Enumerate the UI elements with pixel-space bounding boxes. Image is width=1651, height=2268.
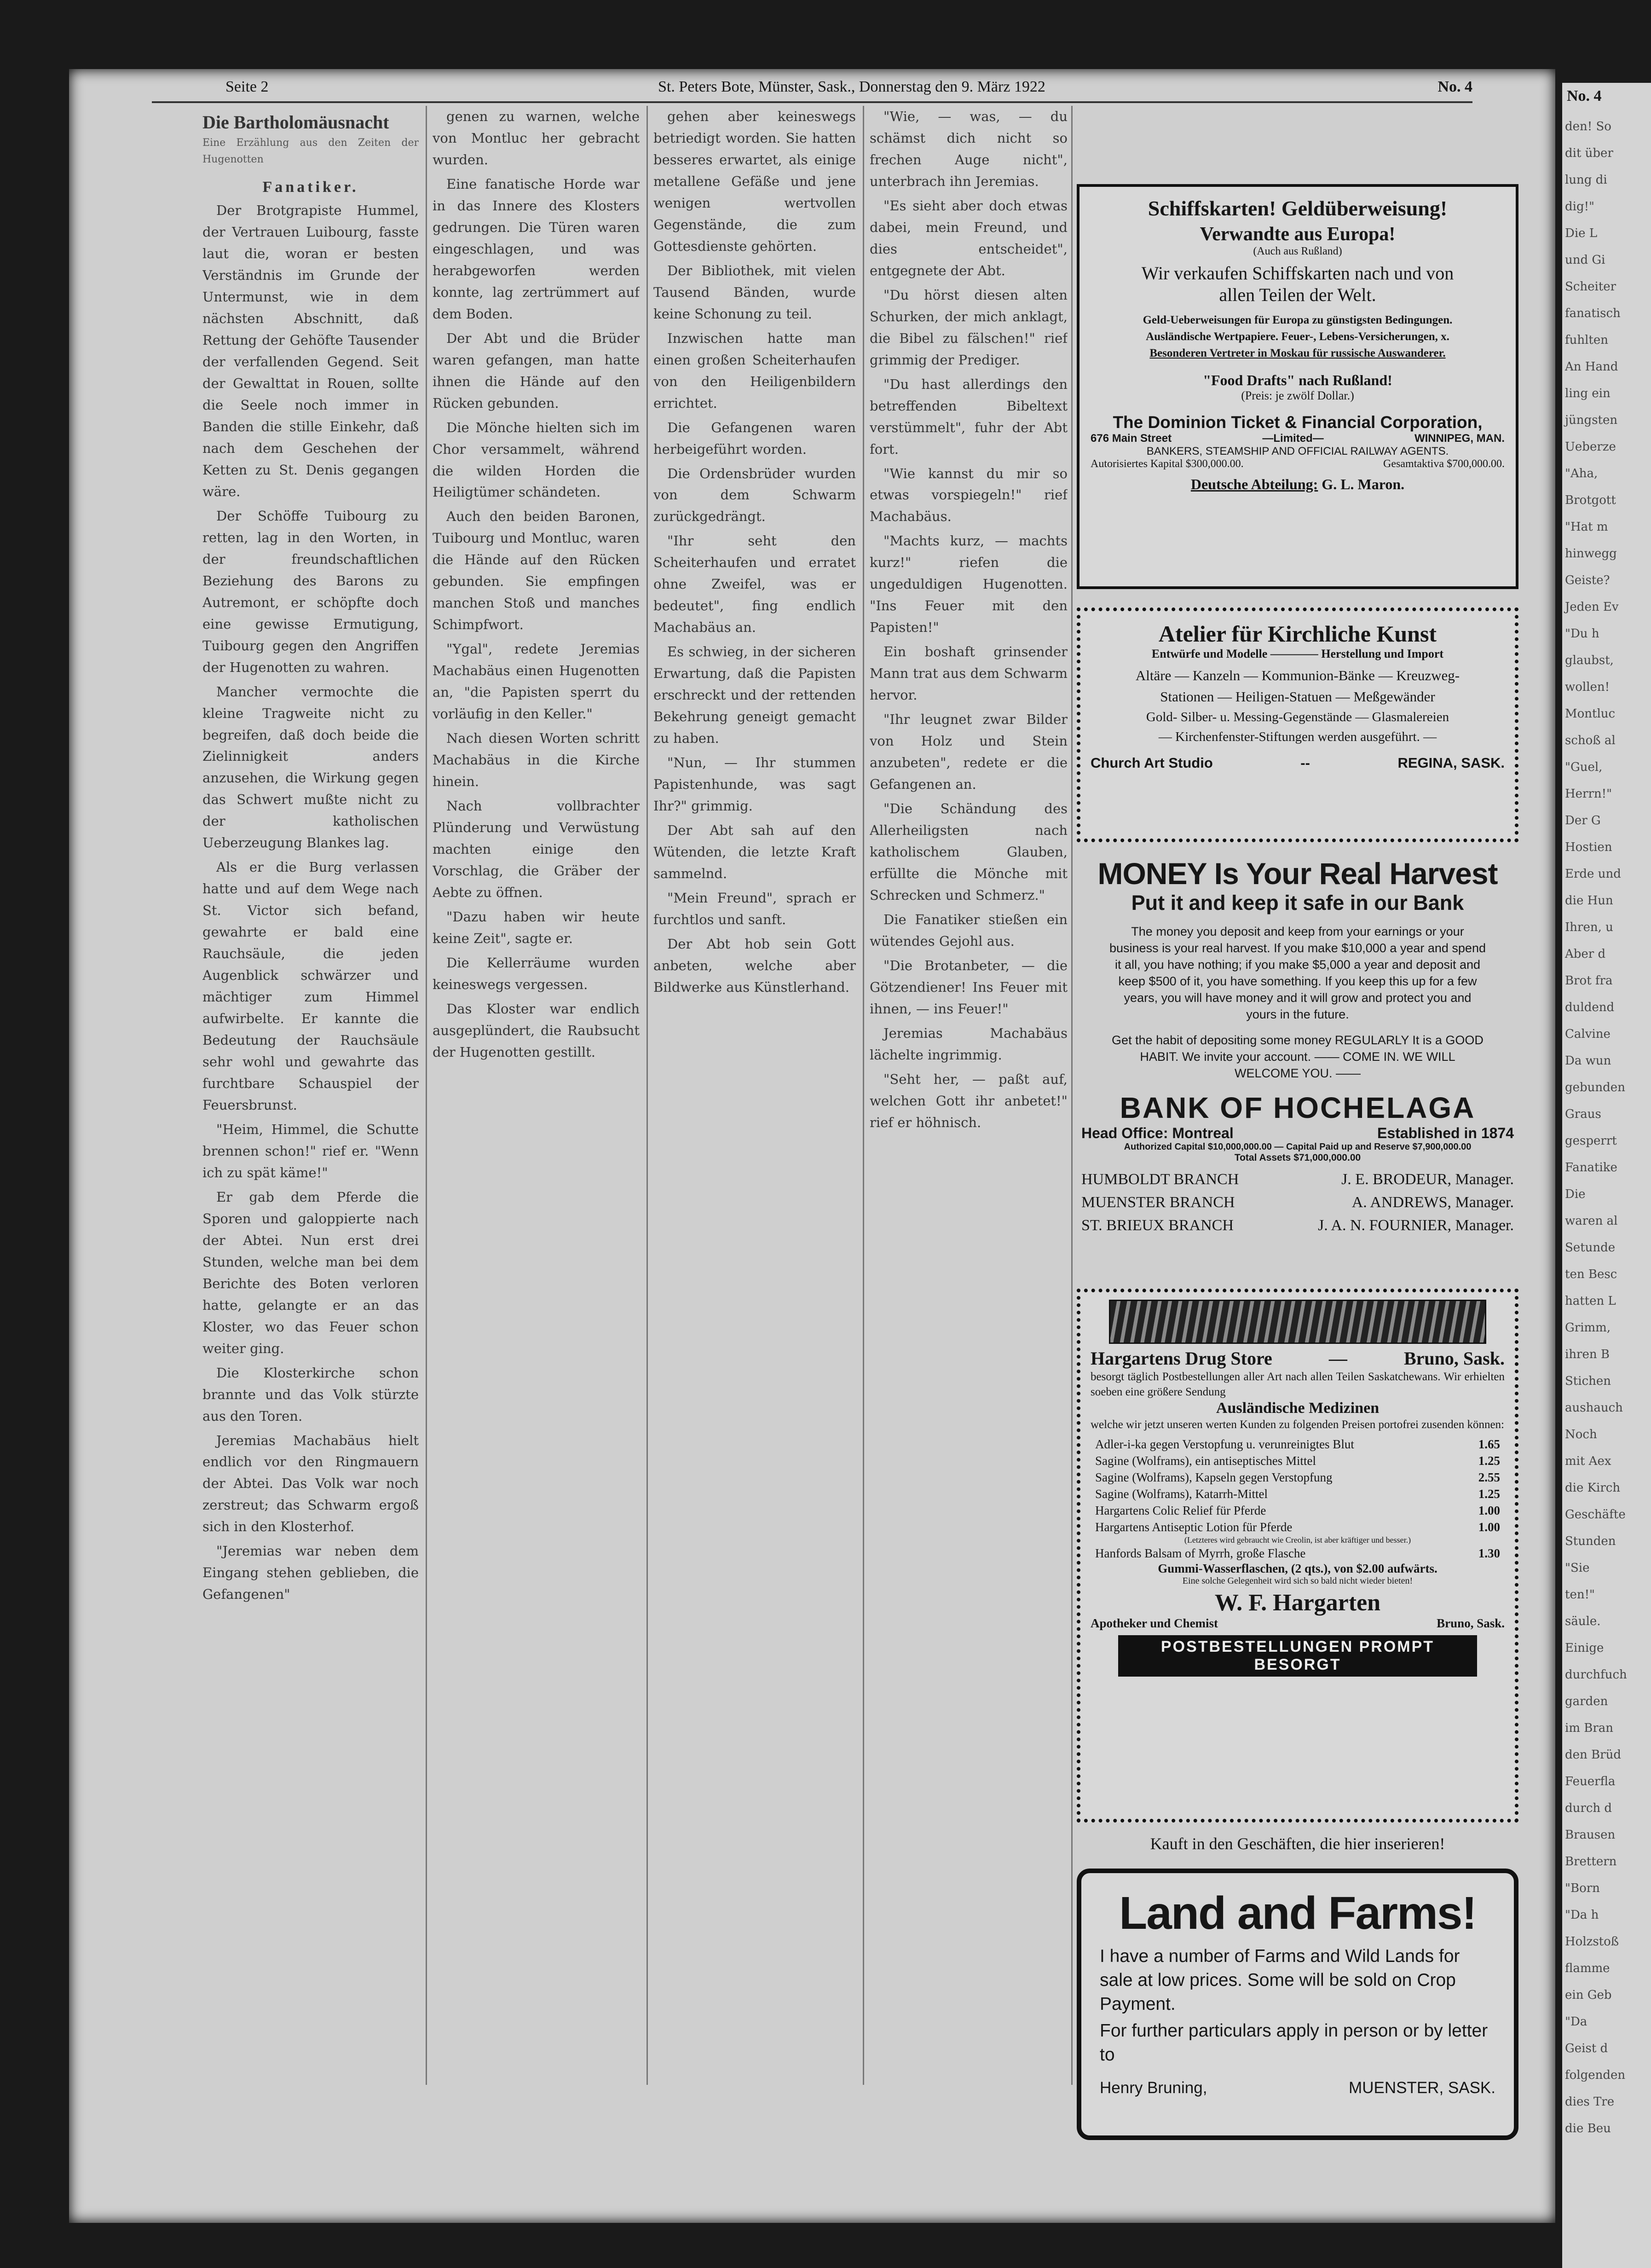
paragraph: Auch den beiden Baronen, Tuibourg und Montluc, waren die Hände auf den Rücken gebunden. Sie empfingen manchen Stoß und manches Schimpfwort. [433,509,640,633]
paragraph: Inzwischen hatte man einen großen Scheiterhaufen von den Heiligenbildern errichtet. [653,330,856,411]
drug-store-place: Bruno, Sask. [1404,1348,1505,1369]
next-page-fragment: Ueberze [1565,440,1616,454]
next-page-fragment: Erde und [1565,867,1621,881]
paragraph: Die Ordensbrüder wurden von dem Schwarm zurückgedrängt. [653,465,856,525]
drug-owner: W. F. Hargarten [1214,1590,1381,1616]
drug-section: Ausländische Medizinen [1216,1400,1380,1417]
paragraph: Der Abt hob sein Gott anbeten, welche aber Bildwerke aus Künstlerhand. [653,936,856,995]
paragraph: "Die Schändung des Allerheiligsten nach katholischem Glauben, erfüllte die Mönche mit Schrecken und Schmerz." [870,801,1068,903]
next-page-fragment: Hostien [1565,840,1612,854]
next-page-fragment: Calvine [1565,1027,1611,1041]
next-page-fragment: Die [1565,1187,1586,1201]
next-page-fragment: Noch [1565,1428,1597,1441]
branch-name: ST. BRIEUX BRANCH [1081,1217,1234,1234]
paragraph: Der Abt und die Brüder waren gefangen, man hatte ihnen die Hände auf den Rücken gebunden. [433,330,640,411]
ad-line: Besonderen Vertreter in Moskau für russische Auswanderer. [1149,347,1446,359]
paragraph: "Ihr leugnet zwar Bilder von Holz und Stein anzubeten", redete er die Gefangenen an. [870,712,1068,793]
ad-food-price: (Preis: je zwölf Dollar.) [1241,389,1354,402]
next-page-fragment: die Kirch [1565,1481,1621,1495]
ad-contact-row [1100,2079,1495,2097]
next-page-fragment: Grimm, [1565,1321,1611,1335]
paragraph: Die Gefangenen waren herbeigeführt worden. [653,419,856,457]
next-page-fragment: im Bran [1565,1721,1614,1735]
paragraph: Der Schöffe Tuibourg zu retten, lag in den Worten, in der freundschaftlichen Beziehung des Barons zu Autremont, er schöpfte doch eine gewisse Ermutigung, Tuibourg gegen den Angriffen der Hugenotten zu wahren. [202,508,419,675]
price-row [1095,1436,1500,1452]
paragraph: Die Fanatiker stießen ein wütendes Gejohl aus. [870,911,1068,949]
ad-studio-row [1091,755,1505,771]
next-page-fragment: lung di [1565,173,1607,187]
next-page-fragment: den Brüd [1565,1748,1621,1762]
paragraph: Der Brotgrapiste Hummel, der Vertrauen Luibourg, fasste laut die, woran er besten Verständnis im Grunde der Untermunst, wie in dem nächsten Abschnitt, daß Rettung der Gehöfte Tausender der verfallenden Gegend. Seit der Gewalttat in Rouen, sollte die Seele noch immer in Banden die stille Einkehr, daß nach dem Geschehen der Ketten zu St. Denis gegangen wäre. [202,202,419,499]
paragraph: "Wie kannst du mir so etwas vorspiegeln!" rief Machabäus. [870,465,1068,525]
section-heading: Fanatiker. [262,179,359,196]
ad-paragraph: The money you deposit and keep from your earnings or your business is your real harvest. If you make $10,000 a year and spend it all, you have nothing; if you make $5,000 a year and deposit and keep $500 of it, you have something. If you keep this up for a few years, you will have money and it will grow and protect you and yours in the future. [1109,925,1486,1021]
ad-city: WINNIPEG, MAN. [1414,432,1505,445]
next-page-fragment: Stunden [1565,1534,1616,1548]
paragraph: Die Mönche hielten sich im Chor versammelt, während die wilden Horden die Heiligtümer schändeten. [433,419,640,500]
item-name: Adler-i-ka gegen Verstopfung u. verunreinigtes Blut [1095,1437,1354,1451]
branch-name: HUMBOLDT BRANCH [1081,1171,1239,1188]
paragraph: "Ihr seht den Scheiterhaufen und erratet ohne Zweifel, was er bedeutet", fing endlich Machabäus an. [653,533,856,636]
next-page-fragment: Feuerfla [1565,1775,1616,1788]
next-page-fragment: Ihren, u [1565,920,1613,934]
ad-headline: Land and Farms! [1119,1887,1476,1939]
next-page-fragment: die Hun [1565,894,1613,908]
next-page-fragment: säule. [1565,1614,1601,1628]
branch-row [1081,1191,1514,1214]
paragraph: Nach vollbrachter Plünderung und Verwüstung machten einige den Vorschlag, die Gräber der Aebte zu öffnen. [433,798,640,900]
ad-subheadline: Verwandte aus Europa! [1200,224,1396,245]
paragraph: "Dazu haben wir heute keine Zeit", sagte er. [433,908,640,946]
ad-paragraph: Get the habit of depositing some money REGULARLY It is a GOOD HABIT. We invite your account. —— COME IN. WE WILL WELCOME YOU. —— [1112,1033,1484,1080]
ad-dash: -- [1300,755,1310,771]
ad-line: Stationen — Heiligen-Statuen — Meßgewänder [1160,688,1435,705]
ad-address-row [1091,432,1505,445]
price-row [1095,1469,1500,1486]
paragraph: Der Abt sah auf den Wütenden, die letzte Kraft sammelnd. [653,822,856,881]
ad-line: Altäre — Kanzeln — Kommunion-Bänke — Kreuzweg- [1135,667,1460,683]
next-page-fragment: garden [1565,1695,1608,1708]
next-page-fragment: Herrn!" [1565,787,1612,801]
ad-kauft-slogan: Kauft in den Geschäften, die hier inserieren! [1150,1834,1445,1853]
item-price: 1.30 [1478,1546,1500,1560]
paragraph: "Ygal", redete Jeremias Machabäus einen Hugenotten an, "die Papisten sperrt du vorläufig in den Keller." [433,641,640,722]
drug-intro: besorgt täglich Postbestellungen aller Art nach allen Teilen Saskatchewans. Wir erhielten soeben eine größere Sendung [1091,1371,1505,1398]
next-page-fragment: Holzstoß [1565,1935,1619,1949]
next-page-fragment: Geiste? [1565,573,1610,587]
ad-address: 676 Main Street [1091,432,1172,445]
ad-text: Wir verkaufen Schiffskarten nach und von [1141,263,1454,284]
page-label: Seite 2 [225,78,269,95]
paragraph: Er gab dem Pferde die Sporen und galoppierte nach der Abtei. Nun erst drei Stunden, welche man bei dem Berichte des Boten verloren hatte, gelangte er an das Kloster, wo das Feuer schon weiter ging. [202,1189,419,1356]
paragraph: "Jeremias war neben dem Eingang stehen geblieben, die Gefangenen" [202,1543,419,1603]
item-price: 2.55 [1478,1470,1500,1484]
ad-text: allen Teilen der Welt. [1219,284,1376,305]
item-name: Sagine (Wolframs), Kapseln gegen Verstopfung [1095,1470,1333,1484]
next-page-fragment: ling ein [1565,387,1611,400]
paragraph: Das Kloster war endlich ausgeplündert, die Raubsucht der Hugenotten gestillt. [433,1001,640,1060]
issue-number: No. 4 [1437,78,1472,95]
bank-name: BANK OF HOCHELAGA [1120,1091,1476,1124]
ad-subheadline: Entwürfe und Modelle ———— Herstellung und Import [1151,647,1444,660]
paragraph: Als er die Burg verlassen hatte und auf dem Wege nach St. Victor sich befand, gewahrte er bald eine Rauchsäule, die jeden Augenblick schwärzer und mächtiger zum Himmel aufwirbelte. Er kannte die Bedeutung der Rauchsäule sehr wohl und gewahrte das furchtbare Schauspiel der Feuersbrunst. [202,859,419,1113]
next-page-fragment: dies Tre [1565,2095,1615,2109]
paragraph: "Es sieht aber doch etwas dabei, mein Freund, und dies entscheidet", entgegnete der Abt. [870,197,1068,278]
branch-manager: J. A. N. FOURNIER, Manager. [1318,1217,1514,1234]
paragraph: Der Bibliothek, mit vielen Tausend Bänden, wurde keine Schonung zu teil. [653,262,856,322]
next-page-fragment: duldend [1565,1001,1615,1014]
paragraph: Eine fanatische Horde war in das Innere des Klosters gedrungen. Die Türen waren eingeschlagen, und was herabgeworfen werden konnte, lag zertrümmert auf dem Boden. [433,176,640,322]
article-title: Die Bartholomäusnacht [202,112,389,133]
price-row [1095,1502,1500,1519]
paragraph: Die Kellerräume wurden keineswegs vergessen. [433,955,640,992]
next-page-fragment: Einige [1565,1641,1604,1655]
next-page-fragment: Brot fra [1565,974,1613,988]
next-page-fragment: "Da [1565,2015,1588,2029]
next-page-fragment: Der G [1565,814,1601,827]
bank-established: Established in 1874 [1377,1125,1514,1141]
next-page-fragment: durchfuch [1565,1668,1627,1682]
next-page-fragment: "Guel, [1565,760,1603,774]
ad-place: REGINA, SASK. [1397,755,1505,771]
next-page-fragment: dit über [1565,146,1613,160]
next-page-fragment: "Born [1565,1881,1600,1895]
ad-headline: Atelier für Kirchliche Kunst [1158,621,1437,647]
item-name: Hargartens Antiseptic Lotion für Pferde [1095,1520,1293,1534]
drug-owner-place: Bruno, Sask. [1437,1616,1505,1630]
next-page-fragment: Setunde [1565,1241,1616,1255]
column-3 [653,106,856,2108]
next-page-fragment: Brettern [1565,1855,1617,1869]
next-page-fragment: ten Besc [1565,1267,1617,1281]
ad-dept-name: G. L. Maron. [1322,476,1405,492]
next-page-fragment: Die L [1565,226,1598,240]
column-rule [863,106,864,2085]
ad-assets: Gesamtaktiva $700,000.00. [1383,458,1505,470]
next-page-fragment: fuhlten [1565,333,1609,347]
contact-name: Henry Bruning, [1100,2079,1207,2097]
next-page-edge [1562,83,1651,2268]
ad-paragraph: For further particulars apply in person or by letter to [1100,2021,1488,2065]
ad-dept-label: Deutsche Abteilung: [1190,476,1318,492]
price-row [1095,1519,1500,1535]
article-subtitle: Eine Erzählung aus den Zeiten der Hugenotten [202,137,419,165]
item-price: 1.65 [1478,1437,1500,1451]
paragraph: "Du hast allerdings den betreffenden Bibeltext verstümmelt", fuhr der Abt fort. [870,376,1068,457]
next-page-fragment: fanatisch [1565,307,1621,320]
next-page-fragment: und Gi [1565,253,1605,267]
drug-banner: POSTBESTELLUNGEN PROMPT BESORGT [1118,1635,1477,1677]
next-page-fragment: ten!" [1565,1588,1595,1602]
next-page-fragment: glaubst, [1565,654,1614,667]
column-rule [426,106,427,2085]
bank-capital: Authorized Capital $10,000,000.00 — Capital Paid up and Reserve $7,900,000.00 [1124,1142,1472,1152]
price-row [1095,1452,1500,1469]
next-page-fragment: Fanatike [1565,1161,1617,1174]
next-page-fragment: Stichen [1565,1374,1611,1388]
ad-line: Gold- Silber- u. Messing-Gegenstände — Glasmalereien [1146,710,1449,724]
next-page-fragment: mit Aex [1565,1454,1611,1468]
next-page-fragment: "Sie [1565,1561,1590,1575]
next-page-fragment: dig!" [1565,200,1595,214]
paragraph: Es schwieg, in der sicheren Erwartung, daß die Papisten erschreckt und der rettenden Bekehrung geneigt gemacht zu haben. [653,644,856,746]
next-page-fragment: ein Geb [1565,1988,1612,2002]
ad-capital: Autorisiertes Kapital $300,000.00. [1091,458,1244,470]
next-page-fragment: An Hand [1565,360,1618,374]
drug-owner-row [1091,1616,1505,1631]
next-page-fragment: Da wun [1565,1054,1611,1068]
next-page-fragment: Graus [1565,1107,1601,1121]
drug-price-list [1095,1436,1500,1586]
ad-line: Ausländische Wertpapiere. Feuer-, Lebens-Versicherungen, x. [1146,330,1449,343]
next-page-fragment: Geist d [1565,2042,1608,2055]
paragraph: Mancher vermochte die kleine Tragweite nicht zu begreifen, daß doch beide die Zielinnigkeit anders anzusehen, die Wirkung gegen das Schwert mußte nicht zu der katholischen Ueberzeugung Blankes lag. [202,683,419,851]
next-page-fragment: gesperrt [1565,1134,1617,1148]
next-page-fragment: Montluc [1565,707,1616,721]
next-page-fragment: "Hat m [1565,520,1608,534]
paragraph: "Mein Freund", sprach er furchtlos und sanft. [653,890,856,927]
next-page-fragment: jüngsten [1565,413,1618,427]
ad-company: The Dominion Ticket & Financial Corporation, [1113,413,1483,432]
branch-manager: A. ANDREWS, Manager. [1351,1194,1514,1211]
paragraph: "Wie, — was, — du schämst dich nicht so frechen Auge nicht", unterbrach ihn Jeremias. [870,109,1068,189]
next-page-fragment: hatten L [1565,1294,1616,1308]
drug-store-row [1091,1348,1505,1369]
paragraph: "Die Brotanbeter, — die Götzendiener! Ins Feuer mit ihnen, — ins Feuer!" [870,957,1068,1017]
drug-dash: — [1328,1348,1347,1369]
contact-place: MUENSTER, SASK. [1349,2079,1495,2097]
paragraph: Jeremias Machabäus hielt endlich vor den Ringmauern der Abtei. Das Volk war noch zerstreut; das Schwarm ergoß sich in den Klosterhof. [202,1432,419,1535]
branch-row [1081,1168,1514,1191]
bank-office-row [1081,1125,1514,1142]
drug-offer: welche wir jetzt unseren werten Kunden zu folgenden Preisen portofrei zusenden können: [1091,1418,1504,1431]
item-price: 1.25 [1478,1487,1500,1501]
next-page-fragment: Geschäfte [1565,1508,1626,1522]
ad-agents: BANKERS, STEAMSHIP AND OFFICIAL RAILWAY AGENTS. [1146,445,1449,457]
next-page-fragment: waren al [1565,1214,1618,1228]
next-page-fragment: die Beu [1565,2122,1611,2135]
paragraph: gehen aber keineswegs betriedigt worden. Sie hatten besseres erwartet, als einige metallene Gefäße und jene wenigen wertvollen Gegenstände, die zum Gottesdienste gehörten. [653,109,856,254]
paragraph: Ein boshaft grinsender Mann trat aus dem Schwarm hervor. [870,644,1068,703]
ad-paragraph: I have a number of Farms and Wild Lands for sale at low prices. Some will be sold on Crop Payment. [1100,1946,1460,2014]
drug-role: Apotheker und Chemist [1091,1616,1218,1630]
branch-manager: J. E. BRODEUR, Manager. [1341,1171,1514,1188]
ad-headline: Schiffskarten! Geldüberweisung! [1148,197,1448,220]
paragraph: Jeremias Machabäus lächelte ingrimmig. [870,1025,1068,1063]
next-page-fragment: "Du h [1565,627,1599,641]
drug-store-name: Hargartens Drug Store [1091,1348,1272,1369]
column-1 [202,106,419,2108]
branch-list [1081,1168,1514,1237]
ad-schiffskarten [1077,184,1518,589]
next-page-fragment: "Da h [1565,1908,1599,1922]
next-page-fragment: gebunden [1565,1081,1625,1094]
ad-drug-store [1077,1289,1518,1822]
column-rule [1071,106,1073,2085]
item-name: Hanfords Balsam of Myrrh, große Flasche [1095,1546,1306,1560]
item-price: 1.00 [1478,1504,1500,1517]
paragraph: "Du hörst diesen alten Schurken, der mich anklagt, die Bibel zu fälschen!" rief grimmig der Prediger. [870,287,1068,368]
paragraph: genen zu warnen, welche von Montluc her gebracht wurden. [433,109,640,168]
ad-studio: Church Art Studio [1091,755,1213,771]
ad-bank [1077,856,1518,1284]
column-4 [870,106,1068,2108]
bank-assets: Total Assets $71,000,000.00 [1234,1152,1361,1163]
ad-atelier [1077,608,1518,842]
paragraph: "Nun, — Ihr stummen Papistenhunde, was sagt Ihr?" grimmig. [653,755,856,814]
bank-office: Head Office: Montreal [1081,1125,1234,1141]
next-page-fragment: durch d [1565,1801,1612,1815]
drug-gummi: Gummi-Wasserflaschen, (2 qts.), von $2.00 aufwärts. [1158,1562,1437,1575]
ad-department [1091,476,1505,493]
paragraph: "Heim, Himmel, die Schutte brennen schon!" rief er. "Wenn ich zu spät käme!" [202,1121,419,1180]
masthead-line: St. Peters Bote, Münster, Sask., Donnerstag den 9. März 1922 [658,78,1045,95]
page-header [152,74,1472,103]
price-row [1095,1486,1500,1502]
drug-gummi-note: Eine solche Gelegenheit wird sich so bald nicht wieder bieten! [1182,1576,1413,1586]
ad-line: — Kirchenfenster-Stiftungen werden ausgeführt. — [1158,729,1437,744]
next-page-fragment: ihren B [1565,1348,1610,1361]
paragraph: Die Klosterkirche schon brannte und das Volk stürzte aus den Toren. [202,1365,419,1424]
branch-row [1081,1214,1514,1237]
next-page-number: No. 4 [1567,87,1602,104]
column-2 [433,106,640,2108]
paragraph: "Machts kurz, — machts kurz!" riefen die ungeduldigen Hugenotten. "Ins Feuer mit den Papisten!" [870,533,1068,636]
next-page-fragment: "Aha, [1565,467,1598,480]
column-rule [647,106,648,2085]
item-price: 1.00 [1478,1520,1500,1534]
ad-subheadline: Put it and keep it safe in our Bank [1131,891,1464,914]
item-name: Sagine (Wolframs), Katarrh-Mittel [1095,1487,1268,1501]
branch-name: MUENSTER BRANCH [1081,1194,1235,1211]
ad-capital-row [1091,458,1505,470]
next-page-fragment: flamme [1565,1961,1610,1975]
next-page-fragment: Brausen [1565,1828,1616,1842]
next-page-fragment: Brotgott [1565,493,1616,507]
item-name: Sagine (Wolframs), ein antiseptisches Mittel [1095,1454,1316,1468]
ad-line: Geld-Ueberweisungen für Europa zu günstigsten Bedingungen. [1143,314,1453,326]
ad-limited: —Limited— [1262,432,1324,445]
next-page-fragment: den! So [1565,120,1611,133]
ad-headline: MONEY Is Your Real Harvest [1097,856,1498,891]
item-price: 1.25 [1478,1454,1500,1468]
item-name: Hargartens Colic Relief für Pferde [1095,1504,1266,1517]
drug-note: (Letzteres wird gebraucht wie Creolin, ist aber kräftiger und besser.) [1184,1535,1411,1545]
ad-food-drafts: "Food Drafts" nach Rußland! [1203,372,1392,388]
paragraph: Nach diesen Worten schritt Machabäus in die Kirche hinein. [433,730,640,790]
next-page-fragment: Scheiter [1565,280,1616,294]
next-page-fragment: aushauch [1565,1401,1623,1415]
ad-subnote: (Auch aus Rußland) [1253,245,1342,257]
next-page-fragment: folgenden [1565,2068,1626,2082]
drug-logo-banner [1109,1300,1486,1344]
next-page-fragment: schoß al [1565,734,1616,747]
ad-land-farms [1077,1869,1518,2140]
next-page-fragment: Aber d [1565,947,1606,961]
next-page-fragment: hinwegg [1565,547,1617,561]
paragraph: "Seht her, — paßt auf, welchen Gott ihr anbetet!" rief er höhnisch. [870,1071,1068,1130]
next-page-fragment: wollen! [1565,680,1610,694]
price-row [1095,1545,1500,1562]
next-page-fragment: Jeden Ev [1565,600,1619,614]
